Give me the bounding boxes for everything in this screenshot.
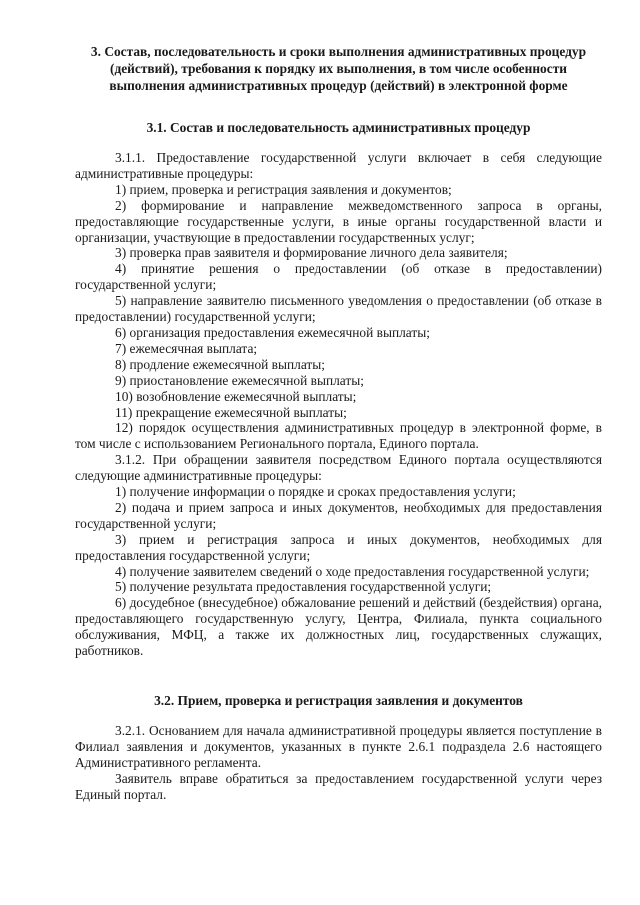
paragraph: 3.1.2. При обращении заявителя посредством Единого портала осуществляются следующие административные процедуры: — [75, 452, 602, 484]
list-item: 4) принятие решения о предоставлении (об отказе в предоставлении) государственной услуги; — [75, 261, 602, 293]
list-item: 10) возобновление ежемесячной выплаты; — [115, 388, 357, 404]
list-item: 8) продление ежемесячной выплаты; — [115, 356, 325, 372]
list-item: 3) прием и регистрация запроса и иных документов, необходимых для предоставления государственной услуги; — [75, 531, 602, 563]
section-3-2-heading: 3.2. Прием, проверка и регистрация заявления и документов — [154, 693, 523, 708]
section-3-1-body — [75, 150, 602, 659]
list-item: 5) направление заявителю письменного уведомления о предоставлении (об отказе в предоставлении) государственной услуги; — [75, 293, 602, 325]
list-item: 11) прекращение ежемесячной выплаты; — [115, 404, 347, 420]
list-item: 5) получение результата предоставления государственной услуги; — [115, 579, 492, 595]
paragraph: Заявитель вправе обратиться за предоставлением государственной услуги через Единый портал. — [75, 770, 602, 802]
list-item: 9) приостановление ежемесячной выплаты; — [115, 372, 364, 388]
list-item: 6) досудебное (внесудебное) обжалование решений и действий (бездействия) органа, предоставляющего государственную услугу, Центра, Филиала, пункта социального обслуживания, МФЦ, а также их должностных лиц, государственных служащих, работников. — [75, 595, 602, 659]
list-item: 2) подача и прием запроса и иных документов, необходимых для предоставления государственной услуги; — [75, 499, 602, 531]
list-item: 1) получение информации о порядке и сроках предоставления услуги; — [115, 484, 516, 500]
list-item: 7) ежемесячная выплата; — [115, 340, 258, 356]
list-item: 12) порядок осуществления административных процедур в электронной форме, в том числе с использованием Регионального портала, Единого портала. — [75, 420, 602, 452]
list-item: 2) формирование и направление межведомственного запроса в органы, предоставляющие государственные услуги, в иные органы государственной власти и организации, участвующие в предоставлении государственных услуг; — [75, 197, 602, 245]
section-3-2-body — [75, 723, 602, 803]
list-item: 1) прием, проверка и регистрация заявления и документов; — [115, 181, 452, 197]
section-3-1-heading: 3.1. Состав и последовательность административных процедур — [146, 120, 531, 135]
list-item: 6) организация предоставления ежемесячной выплаты; — [115, 324, 430, 340]
paragraph: 3.2.1. Основанием для начала административной процедуры является поступление в Филиал заявления и документов, указанных в пункте 2.6.1 подраздела 2.6 настоящего Административного регламента. — [75, 723, 602, 770]
list-item: 3) проверка прав заявителя и формирование личного дела заявителя; — [115, 245, 508, 261]
list-item: 4) получение заявителем сведений о ходе предоставления государственной услуги; — [115, 563, 590, 579]
document-title: 3. Состав, последовательность и сроки выполнения административных процедур (действий), требования к порядку их выполнения, в том числе особенности выполнения административных процедур (действий) в электронной форме — [90, 44, 587, 93]
paragraph: 3.1.1. Предоставление государственной услуги включает в себя следующие административные процедуры: — [75, 150, 602, 181]
